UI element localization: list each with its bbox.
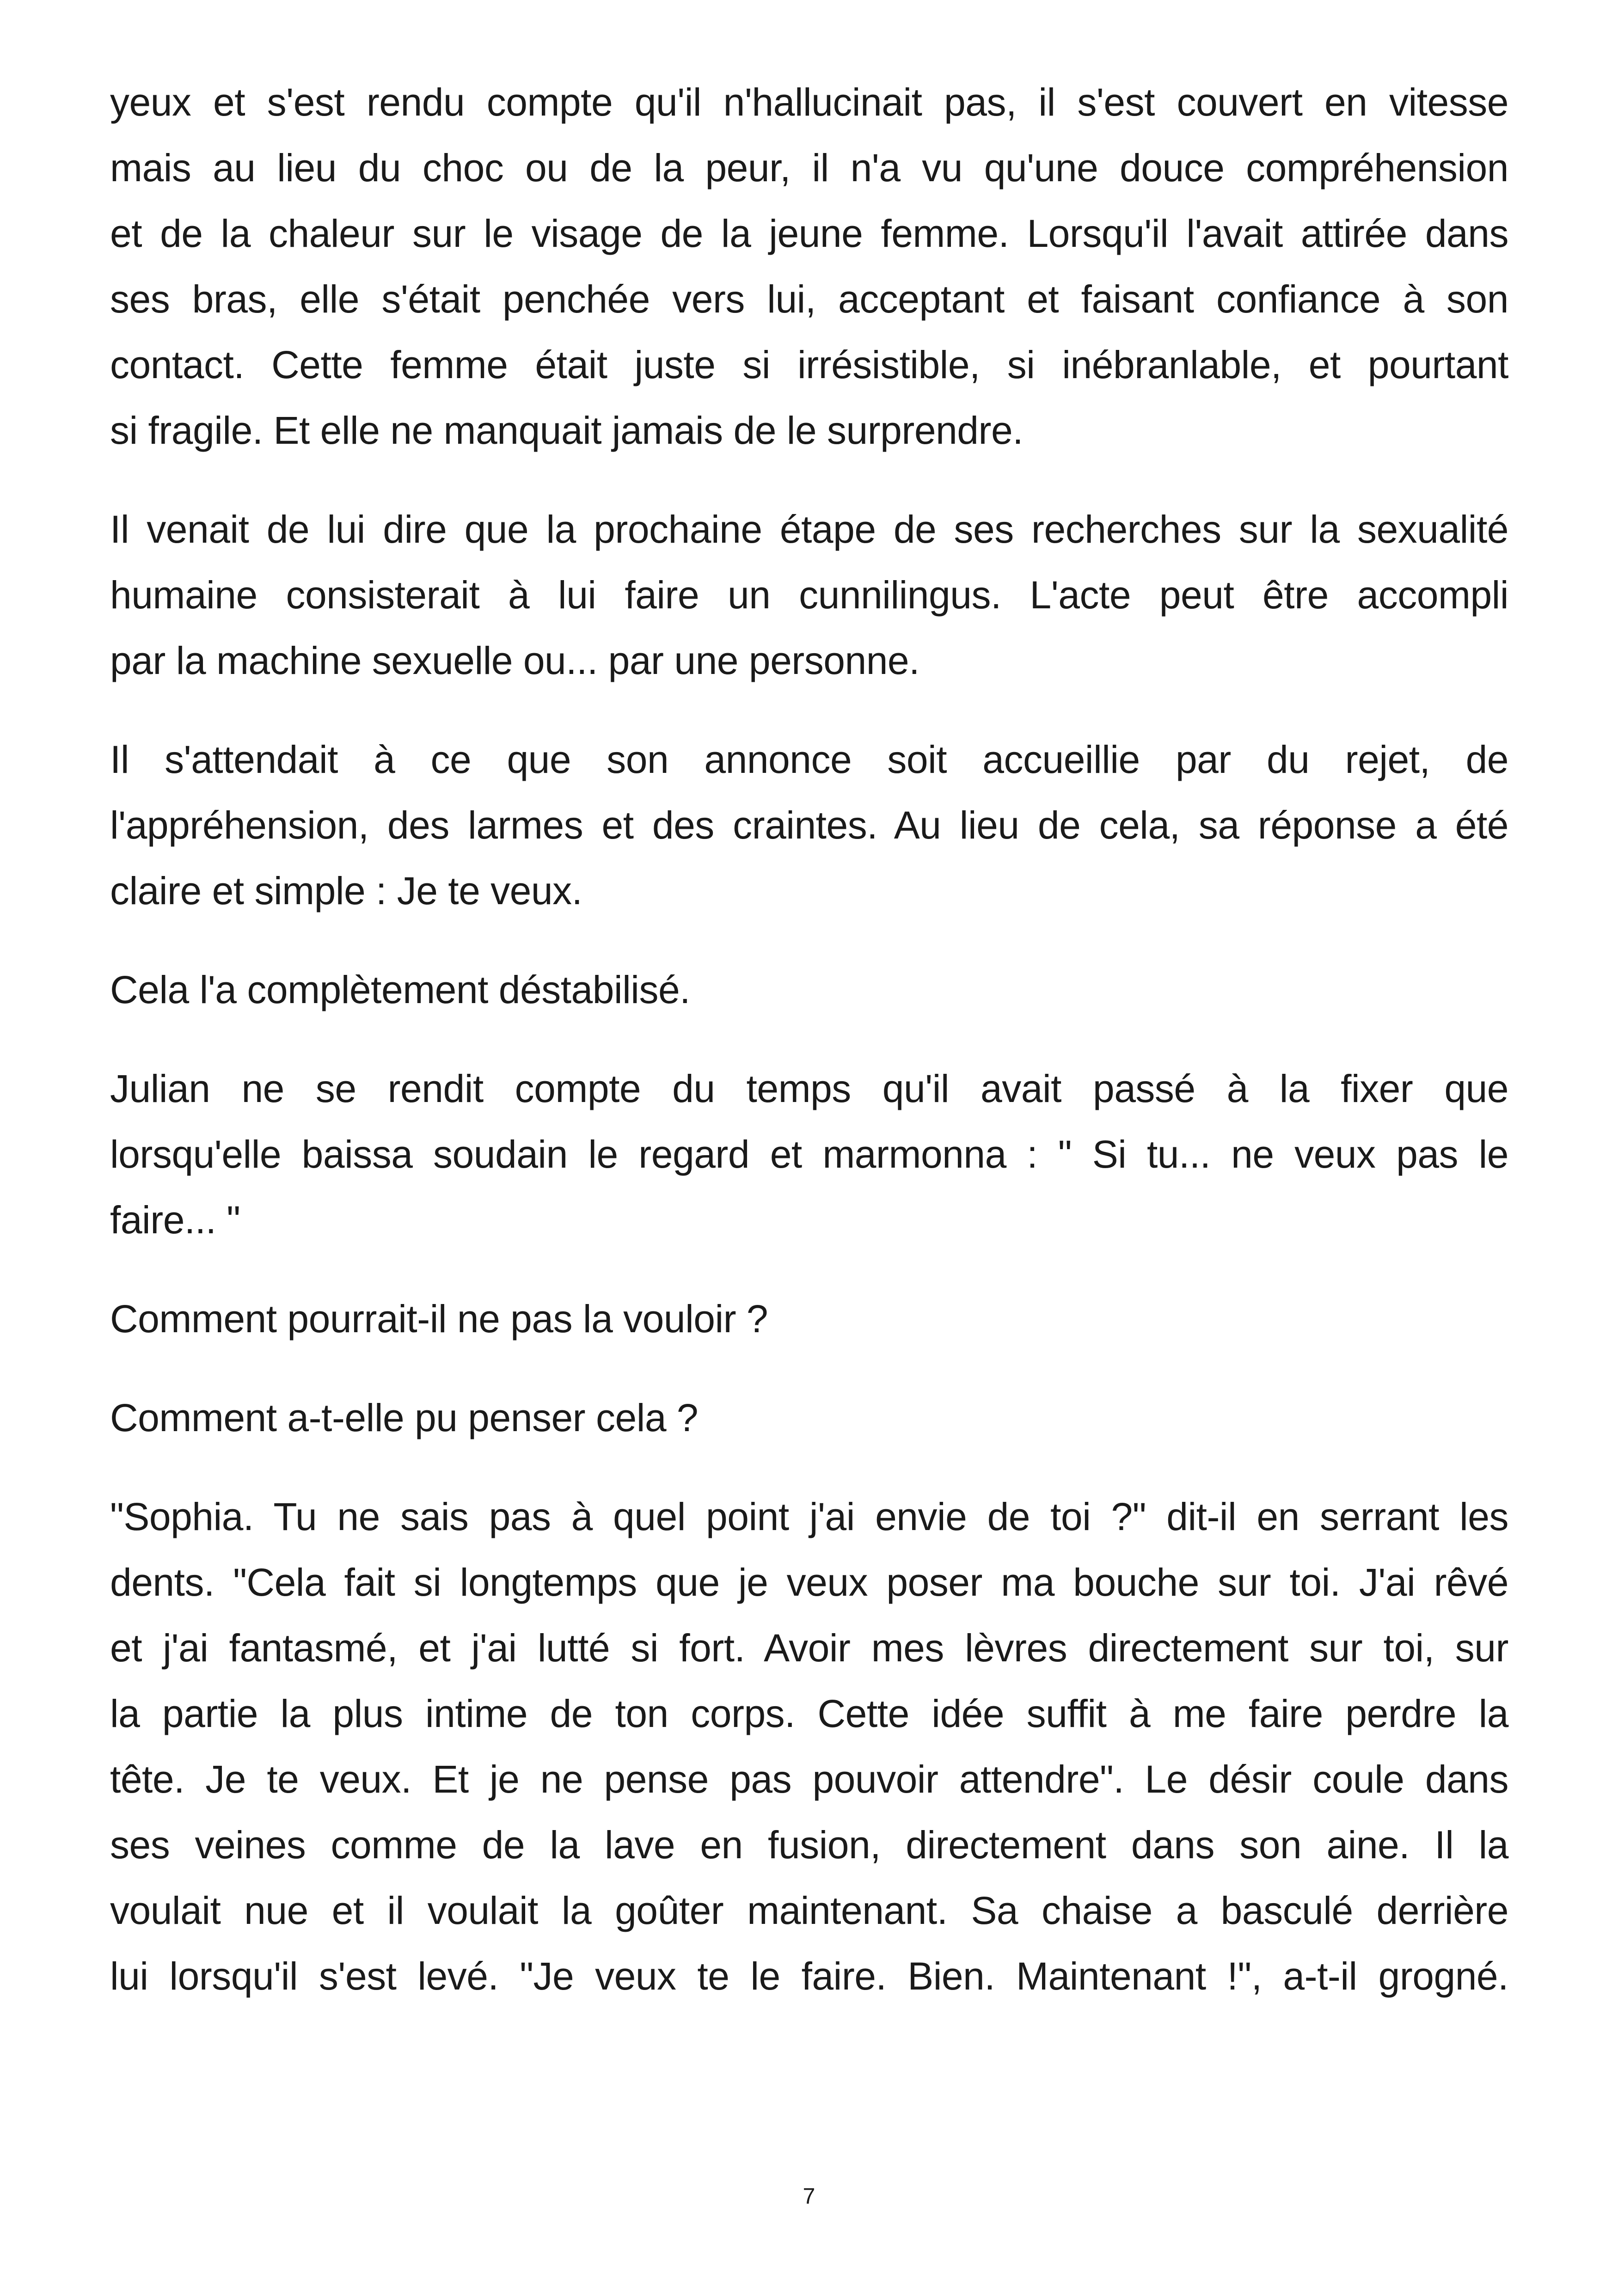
paragraph-5 [110,1056,1508,1253]
text-line: claire et simple : Je te veux. [110,869,582,912]
text-line: Julian ne se rendit compte du temps qu'il avait passé à la fixer que [110,1067,1508,1110]
paragraph-4 [110,957,1508,1022]
text-line: dents. "Cela fait si longtemps que je veux poser ma bouche sur toi. J'ai rêvé [110,1561,1508,1604]
text-line: faire... " [110,1198,240,1242]
paragraph-1 [110,69,1508,463]
paragraph-3 [110,727,1508,924]
text-line: et j'ai fantasmé, et j'ai lutté si fort. Avoir mes lèvres directement sur toi, sur [110,1626,1508,1670]
text-line: "Sophia. Tu ne sais pas à quel point j'ai envie de toi ?" dit-il en serrant les [110,1495,1508,1538]
text-line: par la machine sexuelle ou... par une personne. [110,639,919,682]
text-line: voulait nue et il voulait la goûter maintenant. Sa chaise a basculé derrière [110,1889,1508,1932]
text-line: Comment a-t-elle pu penser cela ? [110,1396,699,1439]
text-line: et de la chaleur sur le visage de la jeune femme. Lorsqu'il l'avait attirée dans [110,212,1508,255]
paragraph-6 [110,1286,1508,1352]
text-line: ses veines comme de la lave en fusion, directement dans son aine. Il la [110,1823,1508,1867]
text-line: Cela l'a complètement déstabilisé. [110,968,691,1011]
text-line: yeux et s'est rendu compte qu'il n'hallucinait pas, il s'est couvert en vitesse [110,80,1508,124]
text-line: mais au lieu du choc ou de la peur, il n'a vu qu'une douce compréhension [110,146,1508,190]
text-line: lui lorsqu'il s'est levé. "Je veux te le faire. Bien. Maintenant !", a-t-il grogné. [110,1954,1508,1998]
page-number: 7 [803,2184,815,2209]
text-line: lorsqu'elle baissa soudain le regard et marmonna : " Si tu... ne veux pas le [110,1133,1508,1176]
text-line: Il venait de lui dire que la prochaine étape de ses recherches sur la sexualité [110,508,1508,551]
paragraph-7 [110,1385,1508,1451]
text-line: la partie la plus intime de ton corps. Cette idée suffit à me faire perdre la [110,1692,1508,1735]
text-line: contact. Cette femme était juste si irrésistible, si inébranlable, et pourtant [110,343,1508,386]
text-line: humaine consisterait à lui faire un cunnilingus. L'acte peut être accompli [110,573,1508,617]
text-line: si fragile. Et elle ne manquait jamais de le surprendre. [110,409,1024,452]
paragraph-2 [110,496,1508,693]
paragraph-8 [110,1484,1508,2009]
text-line: ses bras, elle s'était penchée vers lui, acceptant et faisant confiance à son [110,277,1508,321]
text-line: l'appréhension, des larmes et des craintes. Au lieu de cela, sa réponse a été [110,803,1508,847]
text-line: Comment pourrait-il ne pas la vouloir ? [110,1297,768,1341]
text-line: Il s'attendait à ce que son annonce soit accueillie par du rejet, de [110,738,1508,781]
text-line: tête. Je te veux. Et je ne pense pas pouvoir attendre". Le désir coule dans [110,1757,1508,1801]
document-body [110,69,1508,2042]
